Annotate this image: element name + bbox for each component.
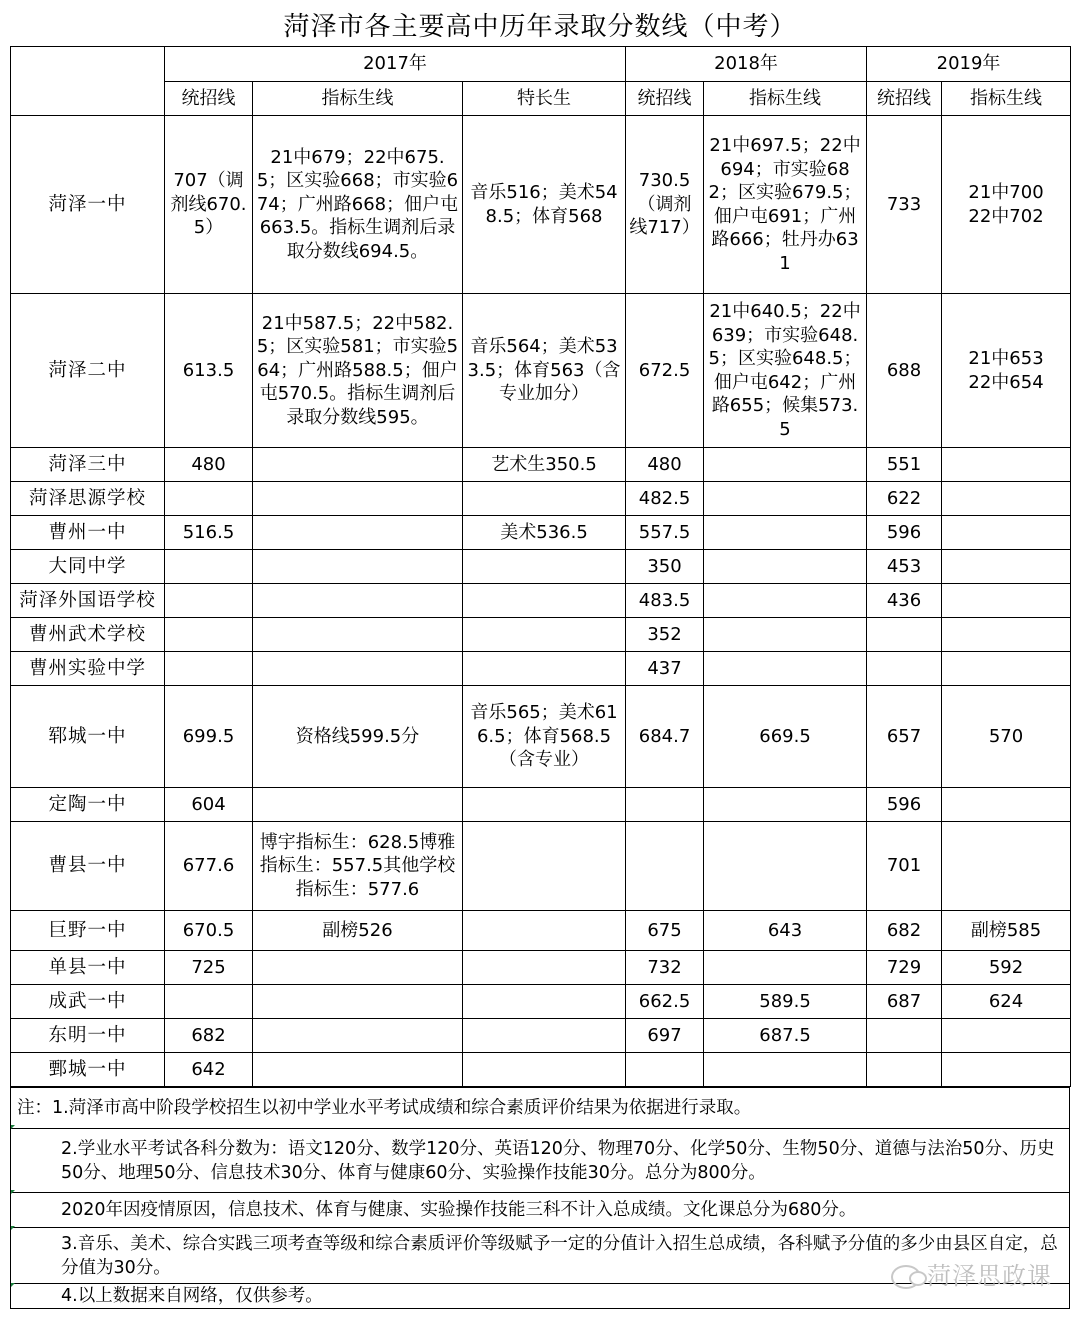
score-cell — [942, 788, 1071, 822]
score-cell: 622 — [867, 482, 942, 516]
score-cell: 687.5 — [704, 1019, 867, 1053]
table-row — [11, 516, 1071, 550]
score-cell: 643 — [704, 911, 867, 951]
note-1: 注：1.菏泽市高中阶段学校招生以初中学业水平考试成绩和综合素质评价结果为依据进行录取。 — [11, 1088, 1070, 1129]
score-cell: 483.5 — [626, 584, 704, 618]
score-cell — [253, 516, 463, 550]
school-name-cell: 曹州实验中学 — [11, 652, 165, 686]
table-row — [11, 482, 1071, 516]
score-cell — [704, 618, 867, 652]
score-cell: 21中587.5；22中582.5；区实验581；市实验564；广州路588.5；佃户屯570.5。指标生调剂后录取分数线595。 — [253, 294, 463, 448]
subheader-2018-zhibiao: 指标生线 — [704, 82, 867, 116]
score-cell — [704, 448, 867, 482]
score-cell — [463, 618, 626, 652]
score-cell: 557.5 — [626, 516, 704, 550]
table-row — [11, 686, 1071, 788]
school-name-cell: 曹州武术学校 — [11, 618, 165, 652]
score-cell: 688 — [867, 294, 942, 448]
score-cell: 672.5 — [626, 294, 704, 448]
score-cell — [463, 652, 626, 686]
wechat-icon — [891, 1265, 921, 1289]
score-cell: 624 — [942, 985, 1071, 1019]
score-cell: 642 — [165, 1053, 253, 1087]
score-cell: 729 — [867, 951, 942, 985]
corner-header-cell — [11, 47, 165, 116]
cell-marker — [11, 1125, 15, 1129]
year-header-2019: 2019年 — [867, 47, 1071, 82]
table-row — [11, 951, 1071, 985]
table-row — [11, 788, 1071, 822]
score-cell: 675 — [626, 911, 704, 951]
score-cell: 570 — [942, 686, 1071, 788]
score-cell — [165, 618, 253, 652]
table-row — [11, 550, 1071, 584]
score-cell — [942, 1053, 1071, 1087]
school-name-cell: 曹州一中 — [11, 516, 165, 550]
score-cell — [253, 618, 463, 652]
score-cell: 480 — [626, 448, 704, 482]
score-cell: 670.5 — [165, 911, 253, 951]
score-cell — [253, 584, 463, 618]
score-cell — [867, 1053, 942, 1087]
score-cell — [704, 951, 867, 985]
school-name-cell: 东明一中 — [11, 1019, 165, 1053]
year-header-2018: 2018年 — [626, 47, 867, 82]
score-cell: 博宇指标生：628.5博雅指标生：557.5其他学校指标生：577.6 — [253, 822, 463, 911]
score-cell: 697 — [626, 1019, 704, 1053]
watermark — [891, 1256, 1052, 1291]
score-cell — [463, 911, 626, 951]
score-cell: 589.5 — [704, 985, 867, 1019]
score-cell — [867, 1019, 942, 1053]
score-cell — [165, 550, 253, 584]
score-cell — [942, 652, 1071, 686]
score-cell: 699.5 — [165, 686, 253, 788]
table-row — [11, 116, 1071, 294]
score-cell — [867, 652, 942, 686]
table-row — [11, 1053, 1071, 1087]
table-row — [11, 652, 1071, 686]
score-cell — [165, 482, 253, 516]
score-cell: 682 — [165, 1019, 253, 1053]
score-cell: 21中700 22中702 — [942, 116, 1071, 294]
score-cell: 516.5 — [165, 516, 253, 550]
score-cell: 艺术生350.5 — [463, 448, 626, 482]
school-name-cell: 大同中学 — [11, 550, 165, 584]
score-cell — [942, 822, 1071, 911]
score-cell: 669.5 — [704, 686, 867, 788]
subheader-2017-zhibiao: 指标生线 — [253, 82, 463, 116]
score-cell: 677.6 — [165, 822, 253, 911]
score-cell — [253, 788, 463, 822]
score-cell: 596 — [867, 788, 942, 822]
score-cell — [253, 652, 463, 686]
score-cell — [253, 550, 463, 584]
score-cell: 604 — [165, 788, 253, 822]
score-cell: 资格线599.5分 — [253, 686, 463, 788]
table-row — [11, 584, 1071, 618]
score-cell — [165, 652, 253, 686]
score-cell: 682 — [867, 911, 942, 951]
score-cell: 21中697.5；22中694；市实验682；区实验679.5；佃户屯691；广州路666；牡丹办631 — [704, 116, 867, 294]
school-name-cell: 菏泽思源学校 — [11, 482, 165, 516]
school-name-cell: 菏泽一中 — [11, 116, 165, 294]
note-2: 2.学业水平考试各科分数为：语文120分、数学120分、英语120分、物理70分、化学50分、生物50分、道德与法治50分、历史50分、地理50分、信息技术30分、体育与健康60分、实验操作技能30分。总分为800分。 — [11, 1129, 1070, 1193]
score-cell: 730.5（调剂线717） — [626, 116, 704, 294]
score-cell — [704, 652, 867, 686]
score-cell: 音乐564；美术533.5；体育563（含专业加分） — [463, 294, 626, 448]
score-cell: 592 — [942, 951, 1071, 985]
score-cell: 684.7 — [626, 686, 704, 788]
score-cell — [704, 516, 867, 550]
score-cell — [942, 448, 1071, 482]
page-title: 菏泽市各主要高中历年录取分数线（中考） — [283, 12, 797, 42]
school-name-cell: 鄄城一中 — [11, 1053, 165, 1087]
score-cell — [626, 788, 704, 822]
year-header-row — [11, 47, 1071, 82]
school-name-cell: 菏泽外国语学校 — [11, 584, 165, 618]
table-row — [11, 985, 1071, 1019]
cell-marker — [11, 1190, 15, 1194]
score-cell: 副榜585 — [942, 911, 1071, 951]
table-row — [11, 1019, 1071, 1053]
table-row — [11, 294, 1071, 448]
score-cell — [704, 550, 867, 584]
school-name-cell: 郓城一中 — [11, 686, 165, 788]
score-cell: 662.5 — [626, 985, 704, 1019]
score-cell: 482.5 — [626, 482, 704, 516]
note-3: 3.音乐、美术、综合实践三项考查等级和综合素质评价等级赋予一定的分值计入招生总成绩，各科赋予分值的多少由县区自定，总分值为30分。 — [11, 1228, 1070, 1284]
score-cell: 701 — [867, 822, 942, 911]
score-cell — [253, 951, 463, 985]
note-4: 4.以上数据来自网络，仅供参考。 — [11, 1284, 1070, 1309]
school-name-cell: 成武一中 — [11, 985, 165, 1019]
table-row — [11, 618, 1071, 652]
score-cell: 21中679；22中675.5；区实验668；市实验674；广州路668；佃户屯663.5。指标生调剂后录取分数线694.5。 — [253, 116, 463, 294]
score-cell — [463, 985, 626, 1019]
note-2020: 2020年因疫情原因，信息技术、体育与健康、实验操作技能三科不计入总成绩。文化课总分为680分。 — [11, 1193, 1070, 1228]
score-cell: 21中640.5；22中639；市实验648.5；区实验648.5；佃户屯642；广州路655；候集573.5 — [704, 294, 867, 448]
subheader-2018-tongzhao: 统招线 — [626, 82, 704, 116]
score-cell: 453 — [867, 550, 942, 584]
score-cell — [704, 584, 867, 618]
score-cell: 480 — [165, 448, 253, 482]
subheader-2017-tongzhao: 统招线 — [165, 82, 253, 116]
score-cell: 21中653 22中654 — [942, 294, 1071, 448]
subheader-2017-techang: 特长生 — [463, 82, 626, 116]
score-cell: 352 — [626, 618, 704, 652]
score-cell: 音乐565；美术616.5；体育568.5（含专业） — [463, 686, 626, 788]
score-cell — [463, 584, 626, 618]
score-cell — [463, 550, 626, 584]
cell-marker — [11, 1283, 15, 1287]
school-name-cell: 菏泽二中 — [11, 294, 165, 448]
score-table — [10, 46, 1071, 1087]
score-cell — [942, 618, 1071, 652]
school-name-cell: 定陶一中 — [11, 788, 165, 822]
subheader-2019-zhibiao: 指标生线 — [942, 82, 1071, 116]
score-cell — [942, 516, 1071, 550]
score-cell — [704, 1053, 867, 1087]
score-cell: 350 — [626, 550, 704, 584]
table-row — [11, 911, 1071, 951]
score-cell: 687 — [867, 985, 942, 1019]
sub-header-row — [11, 82, 1071, 116]
school-name-cell: 曹县一中 — [11, 822, 165, 911]
watermark-text: 菏泽思政课 — [927, 1262, 1052, 1290]
score-cell — [463, 1053, 626, 1087]
score-cell — [942, 550, 1071, 584]
score-cell: 音乐516；美术548.5；体育568 — [463, 116, 626, 294]
score-cell — [253, 1053, 463, 1087]
score-cell — [463, 482, 626, 516]
score-cell — [704, 822, 867, 911]
score-cell — [626, 1053, 704, 1087]
score-cell — [253, 448, 463, 482]
score-cell — [704, 482, 867, 516]
score-cell: 436 — [867, 584, 942, 618]
score-cell: 732 — [626, 951, 704, 985]
score-cell: 596 — [867, 516, 942, 550]
score-cell: 551 — [867, 448, 942, 482]
score-cell — [463, 1019, 626, 1053]
score-cell — [165, 985, 253, 1019]
table-row — [11, 822, 1071, 911]
score-cell — [867, 618, 942, 652]
score-cell: 725 — [165, 951, 253, 985]
score-cell: 657 — [867, 686, 942, 788]
score-cell — [626, 822, 704, 911]
score-cell — [463, 822, 626, 911]
score-cell — [253, 985, 463, 1019]
school-name-cell: 菏泽三中 — [11, 448, 165, 482]
score-cell — [942, 1019, 1071, 1053]
score-cell: 副榜526 — [253, 911, 463, 951]
score-cell — [463, 951, 626, 985]
subheader-2019-tongzhao: 统招线 — [867, 82, 942, 116]
table-row — [11, 448, 1071, 482]
score-cell: 437 — [626, 652, 704, 686]
score-cell — [942, 584, 1071, 618]
score-cell — [165, 584, 253, 618]
score-cell — [253, 1019, 463, 1053]
score-cell — [942, 482, 1071, 516]
school-name-cell: 巨野一中 — [11, 911, 165, 951]
score-cell: 733 — [867, 116, 942, 294]
school-name-cell: 单县一中 — [11, 951, 165, 985]
score-cell — [463, 788, 626, 822]
score-cell — [253, 482, 463, 516]
year-header-2017: 2017年 — [165, 47, 626, 82]
score-cell: 美术536.5 — [463, 516, 626, 550]
cell-marker — [11, 1226, 15, 1230]
score-cell — [704, 788, 867, 822]
score-cell: 707（调剂线670.5） — [165, 116, 253, 294]
score-cell: 613.5 — [165, 294, 253, 448]
